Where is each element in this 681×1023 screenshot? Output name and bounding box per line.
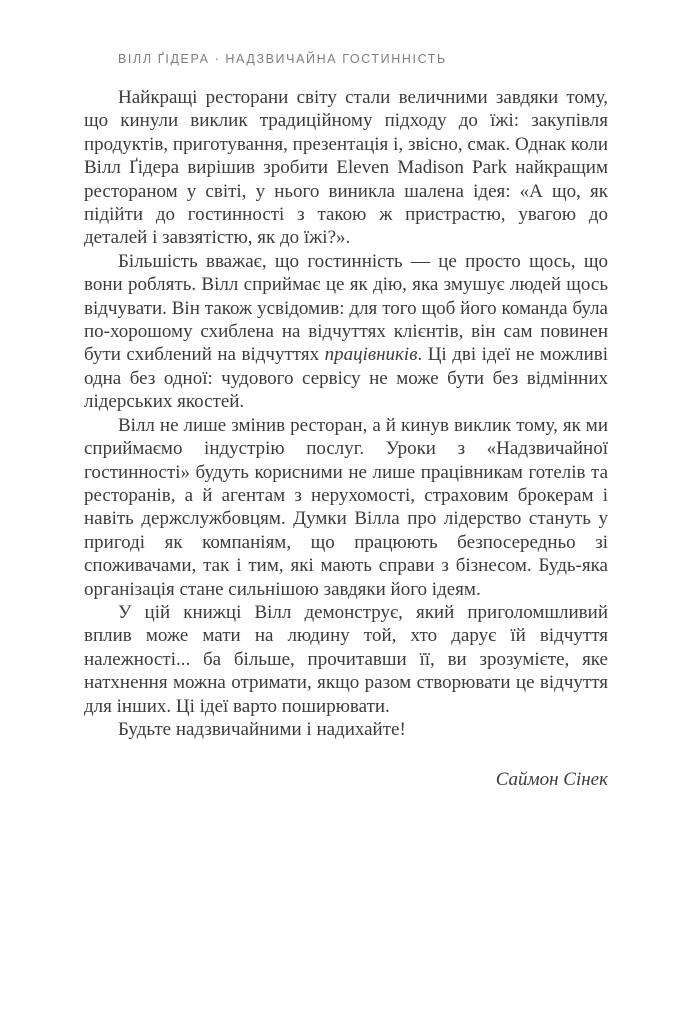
body-text (84, 86, 608, 792)
text-segment: Будьте надзвичайними і надихайте! (118, 718, 406, 740)
paragraph (84, 86, 608, 250)
italic-text: працівників (324, 344, 418, 366)
paragraph (84, 250, 608, 414)
paragraph (84, 718, 608, 741)
signature: Саймон Сінек (495, 769, 608, 791)
running-header: ВІЛЛ ҐІДЕРА · НАДЗВИЧАЙНА ГОСТИННІСТЬ (118, 52, 447, 66)
text-segment: У цій книжці Вілл демонструє, який приголомшливий вплив може мати на людину той, хто дарує їй відчуття належності... ба більше, прочитавши її, ви зрозумієте, яке натхнення можна отримати, якщо разом створювати це відчуття для інших. Ці ідеї варто поширювати. (84, 601, 608, 717)
text-segment: Більшість вважає, що гостинність — це просто щось, що вони роблять. Вілл сприймає це як дію, яка змушує людей щось відчувати. Він також усвідомив: для того щоб його команда була по-хорошому схиблена на відчуттях клієнтів, він сам повинен бути схиблений на відчуттях (84, 250, 608, 366)
paragraph (84, 414, 608, 601)
paragraph (84, 601, 608, 718)
text-segment: Вілл не лише змінив ресторан, а й кинув виклик тому, як ми сприймаємо індустрію послуг. Уроки з «Надзвичайної гостинності» будуть корисними не лише працівникам готелів та ресторанів, а й агентам з нерухомості, страховим брокерам і навіть держслужбовцям. Думки Вілла про лідерство стануть у пригоді як компаніям, що працюють безпосередньо зі споживачами, так і тим, які мають справи з бізнесом. Будь-яка організація стане сильнішою завдяки його ідеям. (84, 414, 608, 600)
text-segment: . Ці дві ідеї не можливі одна без одної: чудового сервісу не може бути без відмінних лідерських якостей. (84, 344, 608, 413)
text-segment: Найкращі ресторани світу стали величними завдяки тому, що кинули виклик традиційному підходу до їжі: закупівля продуктів, приготування, презентація і, звісно, смак. Однак коли Вілл Ґідера вирішив зробити Eleven Madison Park найкращим рестораном у світі, у нього виникла шалена ідея: «А що, як підійти до гостинності з такою ж пристрастю, увагою до деталей і завзятістю, як до їжі?». (84, 87, 608, 249)
